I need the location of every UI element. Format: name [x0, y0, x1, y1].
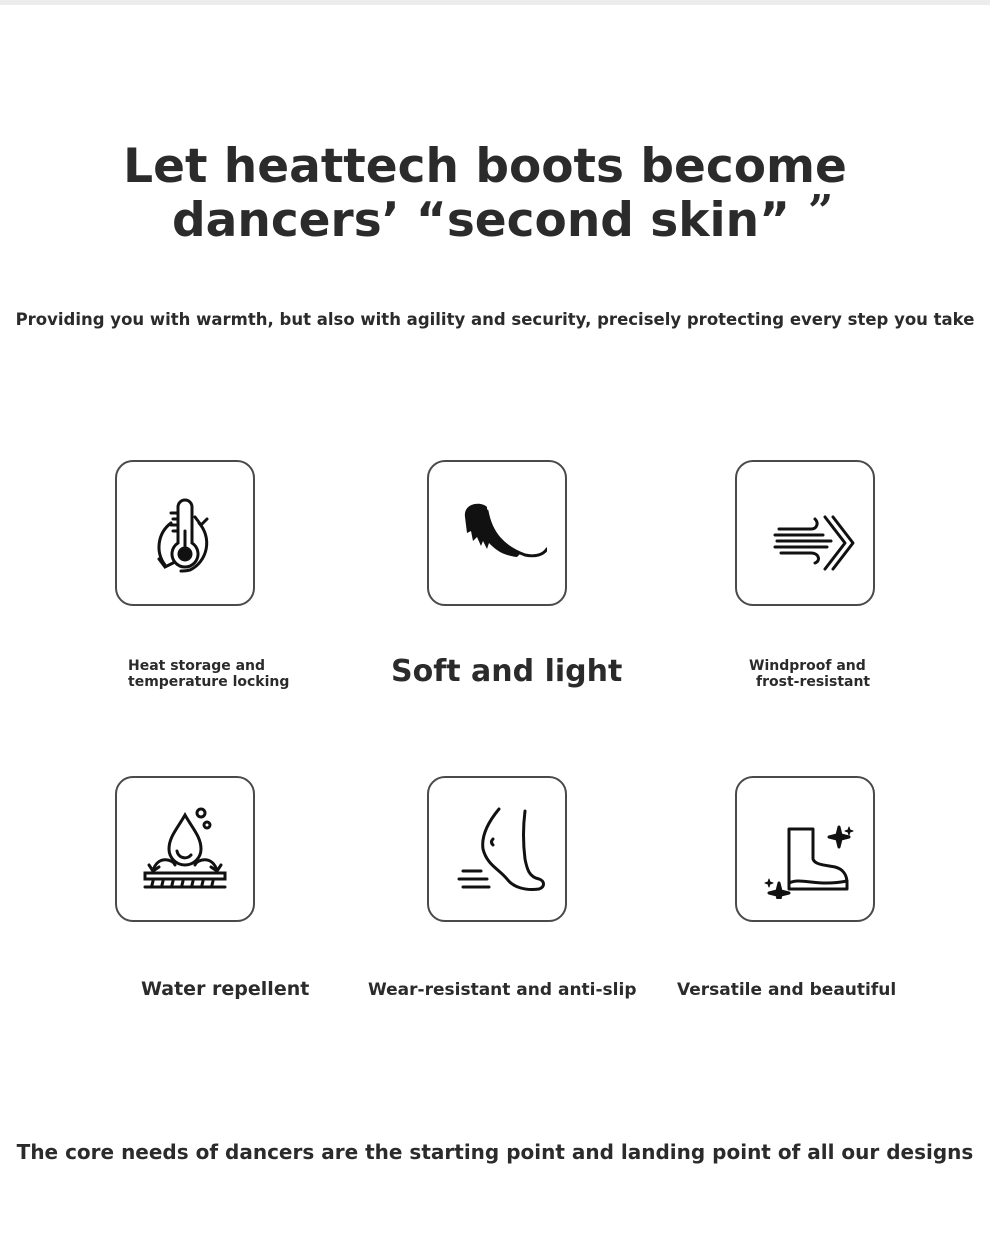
feature-label-soft: Soft and light: [391, 654, 623, 689]
top-divider: [0, 0, 990, 5]
headline-line-2: dancers’ “second skin”: [172, 193, 790, 248]
feature-label-versatile: Versatile and beautiful: [677, 980, 897, 1000]
footer-statement: The core needs of dancers are the starting point and landing point of all our designs: [16, 1140, 974, 1164]
closing-quote-mark: ”: [808, 186, 834, 237]
headline-line-1: Let heattech boots become: [123, 139, 847, 194]
feature-label-wind: [749, 658, 870, 690]
feature-label-wind-line2: frost-resistant: [756, 674, 871, 690]
feature-icon: [447, 483, 547, 583]
wind-icon: [755, 483, 855, 583]
feature-card-heat: [115, 460, 255, 606]
feature-label-water: Water repellent: [141, 978, 310, 1000]
feature-card-versatile: [735, 776, 875, 922]
foot-icon: [447, 799, 547, 899]
feature-card-soft: [427, 460, 567, 606]
feature-label-heat-line1: Heat storage and: [128, 658, 266, 674]
feature-card-wind: [735, 460, 875, 606]
feature-card-wear: [427, 776, 567, 922]
feature-label-wear: Wear-resistant and anti-slip: [368, 980, 637, 1000]
boot-sparkle-icon: [755, 799, 855, 899]
feature-label-heat: [128, 658, 289, 690]
subtitle: Providing you with warmth, but also with agility and security, precisely protecting every step you take: [15, 310, 975, 329]
feature-label-heat-line2: temperature locking: [128, 674, 290, 690]
feature-label-wind-line1: Windproof and: [749, 658, 866, 674]
thermometer-icon: [135, 483, 235, 583]
water-drop-icon: [135, 799, 235, 899]
feature-card-water: [115, 776, 255, 922]
